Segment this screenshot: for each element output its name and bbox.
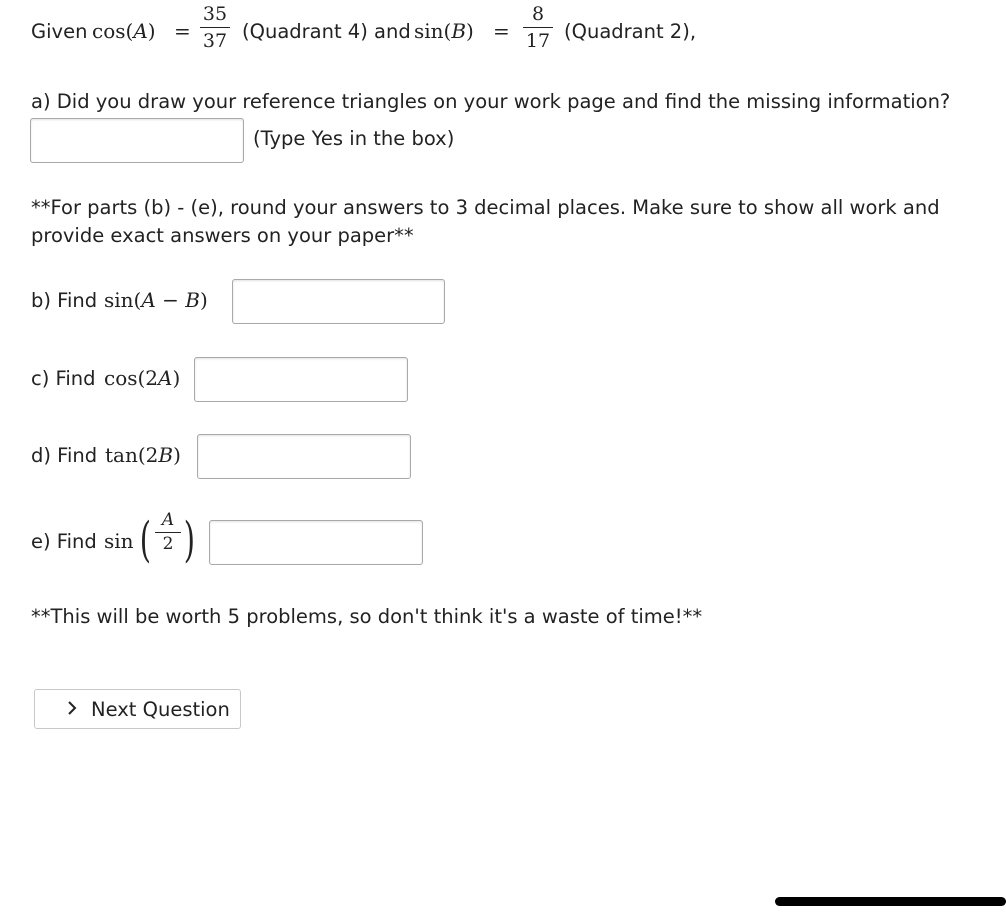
part-b-func: sin( bbox=[104, 288, 142, 312]
fraction-numerator: 35 bbox=[202, 3, 228, 25]
part-c-expression bbox=[104, 366, 180, 390]
part-b-answer-input[interactable] bbox=[232, 279, 445, 324]
fraction-numerator: 8 bbox=[531, 3, 545, 25]
fraction-8-17 bbox=[523, 3, 553, 52]
rounding-note-line-2: provide exact answers on your paper** bbox=[31, 224, 414, 247]
part-c-func: cos(2 bbox=[104, 366, 159, 390]
chevron-right-icon bbox=[65, 697, 79, 721]
fraction-bar bbox=[200, 27, 230, 28]
part-c-answer-input[interactable] bbox=[194, 357, 408, 402]
quadrant-2-text: (Quadrant 2), bbox=[564, 20, 697, 43]
part-c-var: A bbox=[158, 366, 173, 390]
given-prefix: Given bbox=[31, 20, 88, 43]
part-e-right-paren: ) bbox=[183, 512, 195, 568]
worth-note: **This will be worth 5 problems, so don't think it's a waste of time!** bbox=[31, 605, 703, 628]
part-d-var: B bbox=[158, 443, 174, 467]
part-e-fraction-bar bbox=[155, 532, 181, 533]
part-e-answer-input[interactable] bbox=[209, 520, 423, 565]
cos-a-close: ) bbox=[147, 19, 156, 43]
given-statement bbox=[31, 20, 87, 43]
equals-sign-2: = bbox=[493, 19, 510, 43]
rounding-note-line-1: **For parts (b) - (e), round your answers to 3 decimal places. Make sure to show all work and bbox=[31, 196, 940, 219]
part-b-label: b) Find bbox=[31, 289, 98, 312]
fraction-denominator: 17 bbox=[525, 30, 551, 52]
next-question-label: Next Question bbox=[91, 697, 230, 721]
sin-b-close: ) bbox=[466, 19, 474, 43]
fraction-bar bbox=[523, 27, 553, 28]
part-a-answer-input[interactable] bbox=[30, 118, 244, 163]
cos-a-func: cos( bbox=[92, 19, 134, 43]
part-d-label: d) Find bbox=[31, 444, 98, 467]
part-b-minus: − bbox=[162, 288, 179, 312]
part-d-close: ) bbox=[173, 443, 181, 467]
next-question-button[interactable] bbox=[34, 689, 241, 729]
part-a-hint: (Type Yes in the box) bbox=[253, 127, 455, 150]
part-e-label: e) Find bbox=[31, 530, 97, 553]
part-e-fraction bbox=[155, 511, 181, 554]
part-a-question: a) Did you draw your reference triangles on your work page and find the missing information? bbox=[31, 90, 951, 113]
var-a: A bbox=[133, 19, 148, 43]
sin-b-func: sin( bbox=[414, 19, 452, 43]
fraction-35-37 bbox=[200, 3, 230, 52]
part-d-expression bbox=[105, 443, 181, 467]
var-b: B bbox=[451, 19, 467, 43]
part-b-var-b: B bbox=[185, 288, 200, 312]
part-e-func: sin bbox=[104, 529, 134, 553]
cos-a-expression bbox=[92, 19, 156, 43]
part-b-close: ) bbox=[199, 288, 208, 312]
chevron-right-icon-svg bbox=[67, 700, 77, 716]
sin-b-expression bbox=[414, 19, 474, 43]
fraction-denominator: 37 bbox=[202, 30, 228, 52]
part-e-frac-denominator: 2 bbox=[162, 534, 174, 554]
quadrant-4-text: (Quadrant 4) and bbox=[242, 20, 411, 43]
part-d-answer-input[interactable] bbox=[197, 434, 411, 479]
part-c-close: ) bbox=[172, 366, 181, 390]
part-b-var-a: A bbox=[141, 288, 156, 312]
equals-sign-1: = bbox=[174, 19, 191, 43]
part-c-label: c) Find bbox=[31, 367, 96, 390]
part-b-expression bbox=[104, 288, 208, 312]
part-e-frac-numerator: A bbox=[161, 510, 175, 530]
part-e-left-paren: ( bbox=[139, 512, 151, 568]
horizontal-scrollbar[interactable] bbox=[775, 897, 1006, 906]
part-d-func: tan(2 bbox=[105, 443, 159, 467]
